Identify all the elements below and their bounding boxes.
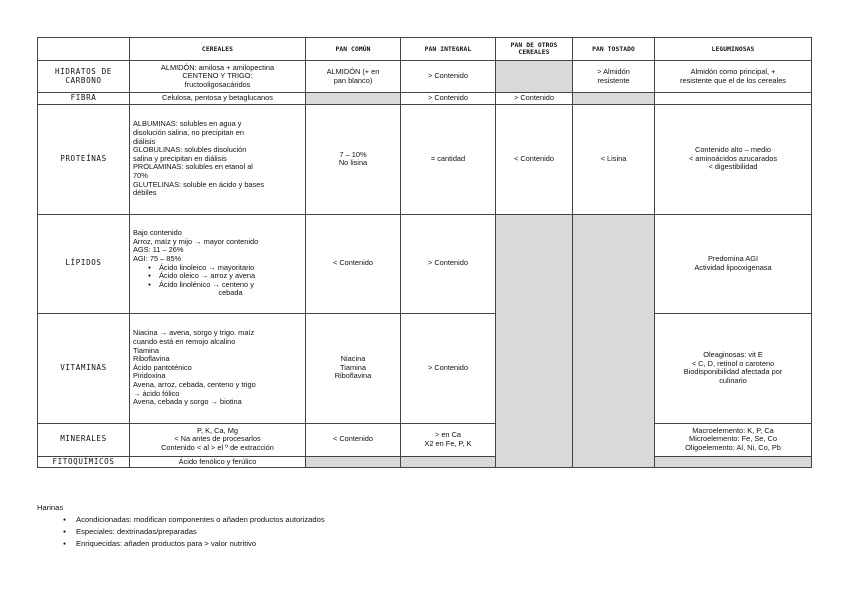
row-label-hidratos: HIDRATOS DE CARBONO (38, 61, 130, 93)
cell-proteinas-pan-tostado (573, 104, 655, 214)
cell-line: Celulosa, pentosa y betaglucanos (162, 93, 273, 102)
cell-line: Contenido < al > el º de extracción (161, 442, 274, 452)
cell-vitaminas-leguminosas (655, 313, 812, 423)
cell-line: Biodisponibilidad afectada por (683, 367, 783, 377)
cell-minerales-pan-integral (401, 423, 496, 456)
cell-hidratos-cereales (130, 61, 306, 93)
cell-fibra-leguminosas (655, 93, 812, 105)
cell-line: < aminoácidos azucarados (688, 153, 778, 163)
row-label-fibra: FIBRA (38, 93, 130, 105)
lipidos-cereales-lines (133, 229, 302, 263)
cell-minerales-cereales (130, 423, 306, 456)
cell-line: → ácido fólico (133, 388, 180, 398)
cell-line: < Contenido (513, 153, 555, 163)
cell-line: 7 – 10% (339, 149, 367, 159)
cell-line: P, K, Ca, Mg (197, 425, 238, 435)
cell-fibra-pan-tostado (573, 93, 655, 105)
cell-line: GLOBULINAS: solubles disolución (133, 145, 247, 155)
cell-line: cuando está en remojo alcalino (133, 337, 236, 347)
cell-line: Predomina AGI (707, 254, 759, 263)
row-vitaminas (38, 313, 812, 423)
cell-line: CENTENO Y TRIGO: (182, 71, 253, 81)
cell-line: < digestibilidad (708, 162, 758, 172)
header-cereales: CEREALES (130, 38, 306, 61)
row-fibra (38, 93, 812, 105)
cell-line: > en Ca (434, 430, 462, 439)
cell-vitaminas-cereales (130, 313, 306, 423)
header-corner (38, 38, 130, 61)
row-fitoquimicos (38, 456, 812, 468)
cell-hidratos-leguminosas (655, 61, 812, 93)
bullet-item: ● Ácido linolénico → centeno y (133, 281, 302, 290)
cell-line: Oligoelemento: Al, Ni, Co, Pb (685, 442, 781, 452)
cell-line: Oleaginosas: vit E (703, 349, 763, 359)
cell-lipidos-pan-integral (401, 214, 496, 313)
cell-line: = cantidad (430, 153, 466, 163)
cell-line: > Contenido (427, 93, 469, 102)
cell-line: > Contenido (427, 362, 469, 372)
cell-line: Niacina → avena, sorgo y trigo. maíz (133, 328, 255, 338)
cell-line: > Contenido (513, 93, 555, 102)
cell-line: Piridoxina (133, 371, 166, 381)
cell-line: X2 en Fe, P, K (424, 438, 472, 448)
cell-proteinas-cereales (130, 104, 306, 214)
cell-hidratos-pan-integral (401, 61, 496, 93)
cell-fitoquimicos-leguminosas (655, 456, 812, 468)
row-label-proteinas: PROTEÍNAS (38, 104, 130, 214)
cell-line: Microelemento: Fe, Se, Co (689, 434, 777, 444)
row-label-vitaminas: VITAMINAS (38, 313, 130, 423)
header-pan-comun: PAN COMÚN (306, 38, 401, 61)
notes-item: ● Enriquecidas: añaden productos para > valor nutritivo (63, 538, 325, 550)
cell-line: Arroz, maíz y mijo → mayor contenido (133, 236, 259, 246)
cell-line: ALMIDÓN: amilosa + amilopectina (160, 62, 275, 72)
notes-item: ● Especiales: dextrinadas/preparadas (63, 526, 325, 538)
cell-fitoquimicos-pan-comun (306, 456, 401, 468)
cell-lipidos-leguminosas (655, 214, 812, 313)
cell-minerales-pan-comun (306, 423, 401, 456)
cell-line: < Contenido (332, 434, 374, 444)
header-row (38, 38, 812, 61)
cell-line: Niacina (340, 354, 366, 364)
cell-line: Ácido pantoténico (133, 362, 192, 372)
cell-fibra-pan-otros (496, 93, 573, 105)
header-pan-tostado: PAN TOSTADO (573, 38, 655, 61)
cell-line: < Na antes de procesarlos (174, 434, 261, 444)
cell-proteinas-leguminosas (655, 104, 812, 214)
cell-line: Avena, arroz, cebada, centeno y trigo (133, 379, 256, 389)
cell-line: Avena, cebada y sorgo → biotina (133, 397, 242, 407)
cell-lipidos-cereales (130, 214, 306, 313)
cell-line: > Contenido (427, 258, 469, 268)
cell-line: Macroelemento: K, P, Ca (692, 425, 774, 435)
cell-line: resistente que el de los cereales (680, 75, 786, 85)
cell-line: Riboflavina (133, 354, 170, 364)
cell-line: Actividad lipooxigenasa (694, 262, 772, 272)
harinas-notes (37, 502, 325, 550)
cell-line: Riboflavina (334, 371, 372, 381)
cell-line: Tiamina (133, 345, 160, 355)
header-pan-otros-cereales: PAN DE OTROS CEREALES (496, 38, 573, 61)
cell-pan-otros-gray-block (496, 214, 573, 468)
header-pan-integral: PAN INTEGRAL (401, 38, 496, 61)
cell-line: ALMIDÓN (+ en (326, 66, 380, 76)
cell-proteinas-pan-integral (401, 104, 496, 214)
row-label-fitoquimicos: FITOQUÍMICOS (38, 456, 130, 468)
cell-hidratos-pan-tostado (573, 61, 655, 93)
row-lipidos (38, 214, 812, 313)
lipidos-bullet-continuation: cebada (218, 288, 243, 298)
row-minerales (38, 423, 812, 456)
cell-vitaminas-pan-comun (306, 313, 401, 423)
cell-line: > Contenido (427, 71, 469, 81)
notes-item: ● Acondicionadas: modifican componentes o añaden productos autorizados (63, 514, 325, 526)
cell-line: Tiamina (339, 362, 366, 372)
cell-line: < Contenido (332, 258, 374, 268)
notes-list (37, 514, 325, 550)
cell-line: ALBUMINAS: solubles en agua y (133, 119, 242, 129)
cell-line: GLUTELINAS: soluble en ácido y bases (133, 179, 265, 189)
nutrition-table (37, 37, 812, 468)
cell-line: resistente (597, 75, 630, 85)
cell-line: AGS: 11 – 26% (133, 245, 184, 255)
cell-fibra-cereales (130, 93, 306, 105)
cell-line: pan blanco) (333, 75, 373, 85)
cell-fitoquimicos-cereales (130, 456, 306, 468)
cell-line: PROLAMINAS: solubles en etanol al (133, 162, 253, 172)
bullet-item: ● Ácido linoleico → mayoritario (133, 264, 302, 273)
lipidos-cereales-bullets (133, 264, 302, 290)
cell-line: culinario (719, 375, 747, 385)
cell-lipidos-pan-comun (306, 214, 401, 313)
cell-line: disolución salina, no precipitan en (133, 128, 244, 138)
cell-minerales-leguminosas (655, 423, 812, 456)
notes-title: Harinas (37, 503, 64, 512)
cell-proteinas-pan-comun (306, 104, 401, 214)
cell-line: Contenido alto – medio (694, 145, 771, 155)
cell-hidratos-pan-otros (496, 61, 573, 93)
cell-proteinas-pan-otros (496, 104, 573, 214)
cell-line: diálisis (133, 136, 156, 146)
cell-line: 70% (133, 170, 148, 180)
cell-fibra-pan-integral (401, 93, 496, 105)
row-proteinas (38, 104, 812, 214)
cell-pan-tostado-gray-block (573, 214, 655, 468)
cell-line: > Almidón (597, 66, 630, 76)
cell-line: No lisina (338, 158, 368, 168)
header-leguminosas: LEGUMINOSAS (655, 38, 812, 61)
row-label-minerales: MINERALES (38, 423, 130, 456)
cell-line: salina y precipitan en diálisis (133, 153, 227, 163)
cell-line: < C, D, retinol o caroteno (691, 358, 775, 368)
row-hidratos (38, 61, 812, 93)
cell-line: Bajo contenido (133, 228, 182, 238)
cell-hidratos-pan-comun (306, 61, 401, 93)
row-label-lipidos: LÍPIDOS (38, 214, 130, 313)
cell-line: fructooligosacáridos (184, 79, 251, 89)
cell-vitaminas-pan-integral (401, 313, 496, 423)
cell-fibra-pan-comun (306, 93, 401, 105)
cell-line: Ácido fenólico y ferúlico (178, 456, 257, 466)
bullet-item: ● Ácido oleico → arroz y avena (133, 272, 302, 281)
cell-line: Almidón como principal, + (690, 66, 776, 76)
cell-line: AGI: 75 – 85% (133, 254, 182, 263)
cell-line: débiles (133, 188, 157, 198)
cell-fitoquimicos-pan-integral (401, 456, 496, 468)
cell-line: < Lisina (600, 153, 627, 163)
